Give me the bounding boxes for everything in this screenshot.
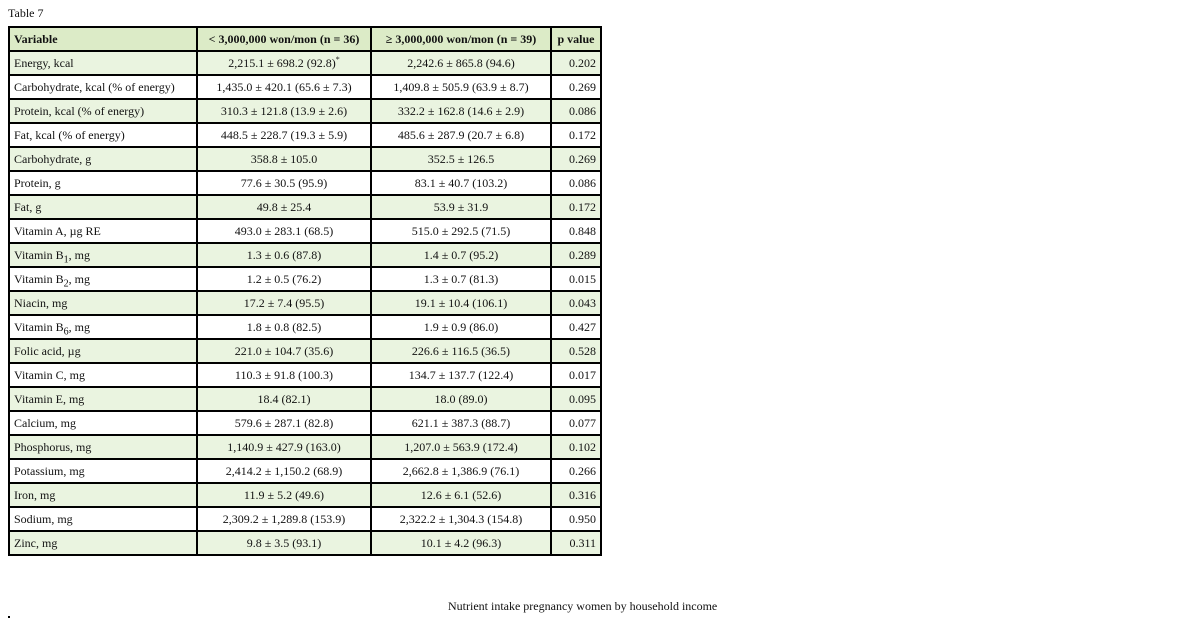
cell-low-income [197, 243, 371, 267]
cell-variable [9, 267, 197, 291]
variable-name: Vitamin E, mg [14, 392, 85, 406]
low-income-value: 9.8 ± 3.5 (93.1) [246, 536, 322, 550]
cell-low-income [197, 51, 371, 75]
footnote-mark: * [335, 55, 340, 64]
low-income-value: 1.3 ± 0.6 (87.8) [246, 248, 322, 262]
low-income-value: 1.8 ± 0.8 (82.5) [246, 320, 322, 334]
cell-high-income: 53.9 ± 31.9 [371, 195, 551, 219]
variable-name: Protein, g [14, 176, 61, 190]
cell-p-value: 0.528 [551, 339, 601, 363]
low-income-value: 17.2 ± 7.4 (95.5) [243, 296, 325, 310]
variable-name: Carbohydrate, kcal (% of energy) [14, 80, 175, 94]
cell-high-income: 485.6 ± 287.9 (20.7 ± 6.8) [371, 123, 551, 147]
cell-low-income [197, 411, 371, 435]
cell-high-income: 10.1 ± 4.2 (96.3) [371, 531, 551, 555]
table-row [9, 51, 601, 75]
cell-low-income [197, 267, 371, 291]
cell-high-income: 19.1 ± 10.4 (106.1) [371, 291, 551, 315]
cell-variable [9, 507, 197, 531]
cell-low-income [197, 171, 371, 195]
cell-p-value: 0.427 [551, 315, 601, 339]
cell-variable [9, 291, 197, 315]
cell-high-income: 226.6 ± 116.5 (36.5) [371, 339, 551, 363]
variable-unit: , mg [68, 248, 90, 262]
cell-low-income [197, 387, 371, 411]
cell-p-value: 0.086 [551, 99, 601, 123]
cell-variable [9, 219, 197, 243]
table-row [9, 243, 601, 267]
cell-low-income [197, 363, 371, 387]
cell-variable [9, 315, 197, 339]
table-row [9, 411, 601, 435]
cell-p-value: 0.848 [551, 219, 601, 243]
cell-p-value: 0.095 [551, 387, 601, 411]
low-income-value: 18.4 (82.1) [257, 392, 311, 406]
table-header-row [9, 27, 601, 51]
cell-high-income: 18.0 (89.0) [371, 387, 551, 411]
table-row [9, 291, 601, 315]
cell-low-income [197, 75, 371, 99]
table-row [9, 459, 601, 483]
variable-name: Fat, kcal (% of energy) [14, 128, 125, 142]
cell-low-income [197, 435, 371, 459]
variable-name: Folic acid, µg [14, 344, 81, 358]
low-income-value: 579.6 ± 287.1 (82.8) [234, 416, 334, 430]
variable-name: Sodium, mg [14, 512, 73, 526]
cell-high-income: 12.6 ± 6.1 (52.6) [371, 483, 551, 507]
cell-low-income [197, 195, 371, 219]
table-row [9, 219, 601, 243]
cell-low-income [197, 219, 371, 243]
low-income-value: 2,215.1 ± 698.2 (92.8) [228, 56, 336, 70]
cell-high-income: 2,322.2 ± 1,304.3 (154.8) [371, 507, 551, 531]
variable-unit: , mg [68, 320, 90, 334]
table-row [9, 315, 601, 339]
low-income-value: 221.0 ± 104.7 (35.6) [234, 344, 334, 358]
table-row [9, 531, 601, 555]
cell-high-income: 515.0 ± 292.5 (71.5) [371, 219, 551, 243]
cell-high-income: 621.1 ± 387.3 (88.7) [371, 411, 551, 435]
table-row [9, 363, 601, 387]
low-income-value: 448.5 ± 228.7 (19.3 ± 5.9) [220, 128, 348, 142]
variable-name: Vitamin A, µg RE [14, 224, 101, 238]
table-row [9, 435, 601, 459]
cell-low-income [197, 99, 371, 123]
cell-low-income [197, 291, 371, 315]
nutrient-intake-table [8, 26, 602, 556]
cell-variable [9, 171, 197, 195]
cell-high-income: 1,207.0 ± 563.9 (172.4) [371, 435, 551, 459]
low-income-value: 310.3 ± 121.8 (13.9 ± 2.6) [220, 104, 348, 118]
cell-p-value: 0.311 [551, 531, 601, 555]
variable-name: Vitamin B [14, 272, 64, 286]
variable-name: Protein, kcal (% of energy) [14, 104, 145, 118]
cell-high-income: 134.7 ± 137.7 (122.4) [371, 363, 551, 387]
variable-subscript: 6 [63, 326, 69, 338]
cell-variable [9, 531, 197, 555]
low-income-value: 2,414.2 ± 1,150.2 (68.9) [225, 464, 343, 478]
variable-name: Zinc, mg [14, 536, 58, 550]
cell-p-value: 0.043 [551, 291, 601, 315]
low-income-value: 2,309.2 ± 1,289.8 (153.9) [222, 512, 346, 526]
table-row [9, 483, 601, 507]
cell-p-value: 0.269 [551, 147, 601, 171]
cell-variable [9, 147, 197, 171]
cell-low-income [197, 459, 371, 483]
table-caption: Nutrient intake pregnancy women by household income [448, 599, 718, 613]
table-row [9, 387, 601, 411]
cell-p-value: 0.266 [551, 459, 601, 483]
cell-variable [9, 99, 197, 123]
cell-variable [9, 243, 197, 267]
variable-name: Potassium, mg [14, 464, 85, 478]
variable-name: Iron, mg [14, 488, 56, 502]
cell-variable [9, 339, 197, 363]
cell-p-value: 0.102 [551, 435, 601, 459]
cell-low-income [197, 147, 371, 171]
cell-high-income: 1,409.8 ± 505.9 (63.9 ± 8.7) [371, 75, 551, 99]
variable-subscript: 2 [63, 278, 69, 290]
low-income-value: 49.8 ± 25.4 [256, 200, 312, 214]
table-row [9, 75, 601, 99]
table-row [9, 99, 601, 123]
cell-variable [9, 123, 197, 147]
table-label: Table 7 [8, 6, 44, 20]
cell-high-income: 1.9 ± 0.9 (86.0) [371, 315, 551, 339]
cell-variable [9, 75, 197, 99]
variable-name: Carbohydrate, g [14, 152, 92, 166]
low-income-value: 11.9 ± 5.2 (49.6) [243, 488, 325, 502]
header-low-income: < 3,000,000 won/mon (n = 36) [197, 27, 371, 51]
variable-subscript: 1 [63, 254, 69, 266]
variable-name: Calcium, mg [14, 416, 76, 430]
low-income-value: 358.8 ± 105.0 [250, 152, 318, 166]
cell-p-value: 0.269 [551, 75, 601, 99]
cell-low-income [197, 483, 371, 507]
cell-variable [9, 483, 197, 507]
cell-p-value: 0.086 [551, 171, 601, 195]
cell-p-value: 0.015 [551, 267, 601, 291]
dot-mark [8, 616, 10, 618]
cell-low-income [197, 315, 371, 339]
table-row [9, 339, 601, 363]
cell-p-value: 0.172 [551, 195, 601, 219]
cell-high-income: 2,242.6 ± 865.8 (94.6) [371, 51, 551, 75]
variable-name: Vitamin B [14, 320, 64, 334]
cell-variable [9, 51, 197, 75]
table-row [9, 507, 601, 531]
cell-low-income [197, 507, 371, 531]
table-row [9, 123, 601, 147]
low-income-value: 77.6 ± 30.5 (95.9) [240, 176, 328, 190]
table-row [9, 147, 601, 171]
cell-high-income: 1.3 ± 0.7 (81.3) [371, 267, 551, 291]
cell-low-income [197, 123, 371, 147]
low-income-value: 110.3 ± 91.8 (100.3) [234, 368, 334, 382]
cell-low-income [197, 339, 371, 363]
table-row [9, 171, 601, 195]
cell-p-value: 0.202 [551, 51, 601, 75]
table-row [9, 267, 601, 291]
cell-p-value: 0.077 [551, 411, 601, 435]
low-income-value: 1,140.9 ± 427.9 (163.0) [227, 440, 341, 454]
variable-name: Vitamin B [14, 248, 64, 262]
low-income-value: 493.0 ± 283.1 (68.5) [234, 224, 334, 238]
cell-p-value: 0.017 [551, 363, 601, 387]
cell-high-income: 352.5 ± 126.5 [371, 147, 551, 171]
cell-high-income: 2,662.8 ± 1,386.9 (76.1) [371, 459, 551, 483]
cell-p-value: 0.172 [551, 123, 601, 147]
cell-variable [9, 435, 197, 459]
cell-p-value: 0.316 [551, 483, 601, 507]
cell-high-income: 332.2 ± 162.8 (14.6 ± 2.9) [371, 99, 551, 123]
cell-p-value: 0.289 [551, 243, 601, 267]
variable-name: Niacin, mg [14, 296, 68, 310]
cell-variable [9, 363, 197, 387]
variable-name: Energy, kcal [14, 56, 74, 70]
cell-p-value: 0.950 [551, 507, 601, 531]
table-body [9, 51, 601, 555]
cell-low-income [197, 531, 371, 555]
header-high-income: ≥ 3,000,000 won/mon (n = 39) [371, 27, 551, 51]
cell-variable [9, 411, 197, 435]
variable-name: Phosphorus, mg [14, 440, 92, 454]
low-income-value: 1,435.0 ± 420.1 (65.6 ± 7.3) [216, 80, 352, 94]
cell-variable [9, 195, 197, 219]
header-p-value: p value [551, 27, 601, 51]
cell-high-income: 83.1 ± 40.7 (103.2) [371, 171, 551, 195]
cell-high-income: 1.4 ± 0.7 (95.2) [371, 243, 551, 267]
variable-name: Vitamin C, mg [14, 368, 85, 382]
variable-unit: , mg [68, 272, 90, 286]
cell-variable [9, 459, 197, 483]
table-row [9, 195, 601, 219]
header-variable: Variable [9, 27, 197, 51]
variable-name: Fat, g [14, 200, 42, 214]
cell-variable [9, 387, 197, 411]
low-income-value: 1.2 ± 0.5 (76.2) [246, 272, 322, 286]
